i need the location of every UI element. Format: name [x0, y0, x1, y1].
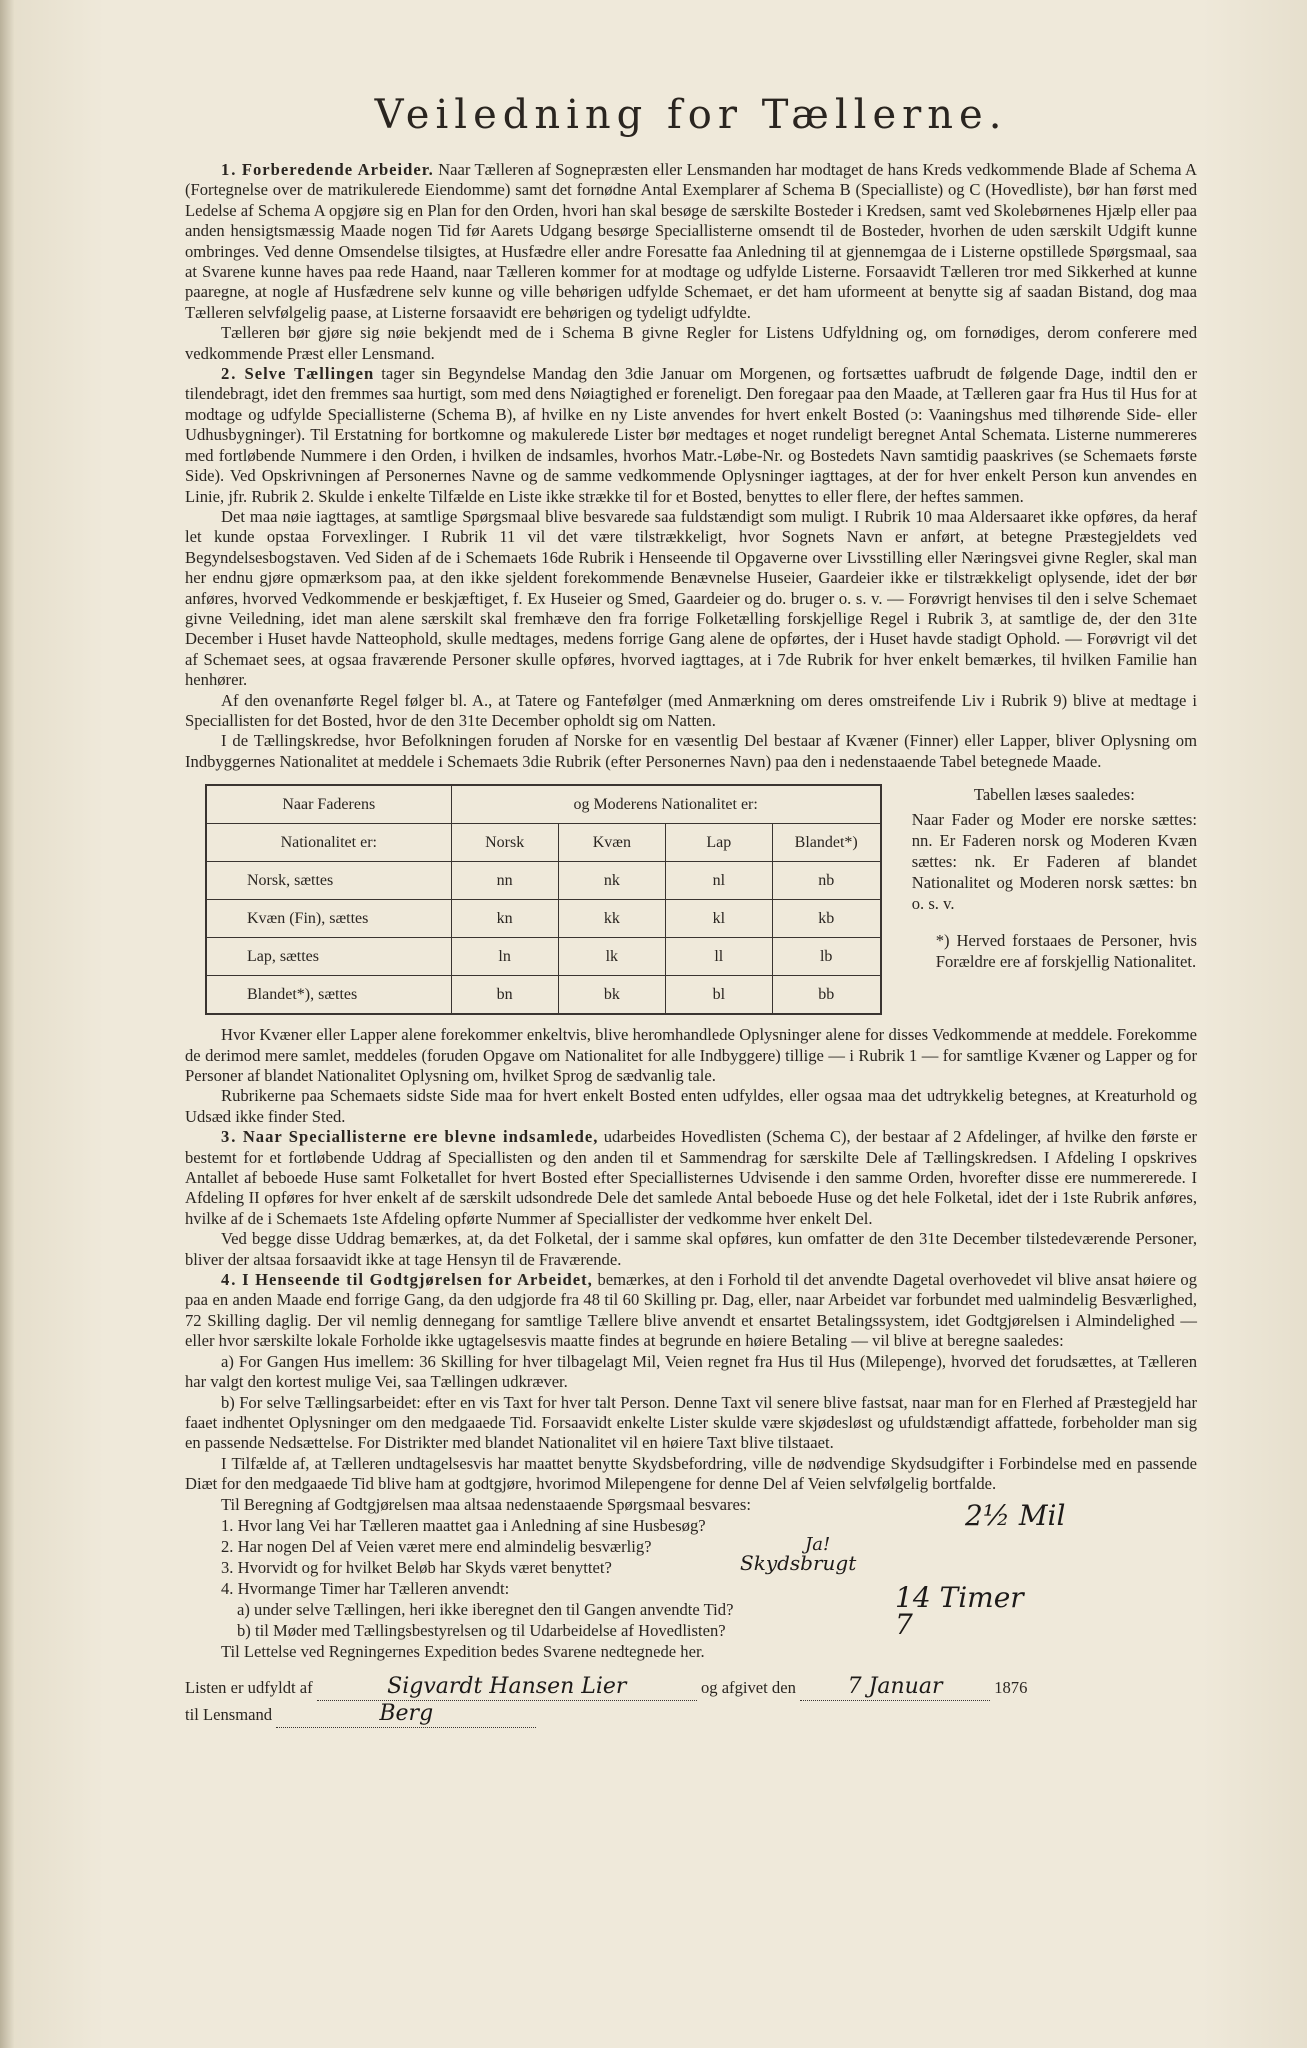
section-4a-paragraph: a) For Gangen Hus imellem: 36 Skilling for hver tilbagelagt Mil, Veien regnet fra Hus til Hus (Milepenge), hvorved det forudsættes, at Tælleren har valgt den kortest mulige Vei, saa Tællingen udkræver. [185, 1351, 1197, 1392]
lensmand-name-field[interactable]: Berg [276, 1701, 536, 1728]
table-cell: ll [665, 938, 772, 976]
table-cell: nn [451, 862, 558, 900]
answer-handwritten[interactable]: 14 Timer [895, 1580, 1024, 1614]
answer-handwritten[interactable]: 2½ Mil [965, 1498, 1066, 1532]
question-text: 1. Hvor lang Vei har Tælleren maattet gaa i Anledning af sine Husbesøg? [221, 1515, 706, 1535]
question-text: b) til Møder med Tællingsbestyrelsen og til Udarbeidelse af Hovedlisten? [237, 1620, 726, 1640]
section-1b-paragraph: Tælleren bør gjøre sig nøie bekjendt med de i Schema B givne Regler for Listens Udfyldning og, om fornødiges, derom conferere med vedkommende Præst eller Lensmand. [185, 323, 1197, 363]
section-3b-paragraph: Ved begge disse Uddrag bemærkes, at, da det Folketal, der i samme skal opføres, kun omfatter de den 31te December tilstedeværende Personer, bliver der altsaa forsaavidt ikke at tage Hensyn til de Fraværende. [185, 1229, 1197, 1269]
section-3-number: 3. [221, 1127, 238, 1147]
nationality-table-block [205, 784, 1197, 1015]
signature-date-field[interactable]: 7 Januar [800, 1674, 990, 1701]
table-cell: kl [665, 900, 772, 938]
section-4-text: bemærkes, at den i Forhold til det anvendte Dagetal overhovedet vil blive ansat høiere og paa en anden Maade end forrige Gang, da den udgjorde fra 48 til 60 Skilling pr. Dag, eller, naar Arbeidet var forbundet med ualmindelig Besværlighed, 72 Skilling daglig. Der vil nemlig dennegang for samtlige Tællere blive anvendt et ensartet Betalingssystem, idet Godtgjørelsen i Almindelighed — eller hvor særskilte lokale Forholde ikke ugtagelsesvis maatte findes at begrunde en høiere Betaling — vil blive at beregne saaledes: [185, 1270, 1198, 1351]
table-legend [912, 784, 1197, 972]
section-2-paragraph [185, 364, 1197, 507]
section-3-heading: Naar Speciallisterne ere blevne indsamlede, [242, 1127, 599, 1147]
section-1-number: 1. [221, 160, 238, 179]
table-row [206, 862, 881, 900]
question-text: 2. Har nogen Del af Veien været mere end almindelig besværlig? [221, 1536, 652, 1556]
table-row-label: Blandet*), sættes [206, 976, 451, 1015]
table-cell: lb [772, 938, 881, 976]
table-row-label: Lap, sættes [206, 938, 451, 976]
table-cell: bk [558, 976, 665, 1015]
table-legend-text: Naar Fader og Moder ere norske sættes: nn. Er Faderen norsk og Moderen Kvæn sættes: nk. Er Faderen af blandet Nationalitet og Moderen norsk sættes: bn o. s. v. [911, 810, 1197, 914]
table-col-header: Blandet*) [772, 824, 881, 862]
table-col-header: Norsk [451, 824, 558, 862]
signature-name-field[interactable]: Sigvardt Hansen Lier [317, 1674, 697, 1701]
table-cell: ln [451, 938, 558, 976]
answer-handwritten[interactable]: 7 [895, 1607, 913, 1641]
table-row [206, 976, 881, 1015]
question-4 [185, 1578, 1197, 1599]
question-text: a) under selve Tællingen, heri ikke iberegnet den til Gangen anvendte Tid? [237, 1599, 734, 1619]
section-2c-paragraph: Af den ovenanførte Regel følger bl. A., at Tatere og Fantefølger (med Anmærkning om deres omstreifende Liv i Rubrik 9) blive at medtage i Speciallisten for det Bosted, hvor de den 31te December opholdt sig om Natten. [185, 690, 1197, 730]
table-cell: bb [772, 976, 881, 1015]
table-cell: kb [772, 900, 881, 938]
answer-handwritten[interactable]: Ja! [805, 1533, 831, 1555]
table-col-header: Kvæn [558, 824, 665, 862]
table-cell: nl [665, 862, 772, 900]
section-2b-paragraph: Det maa nøie iagttages, at samtlige Spørgsmaal blive besvarede saa fuldstændigt som muligt. I Rubrik 10 maa Aldersaaret ikke opføres, da heraf let kunde opstaa Forvexlinger. I Rubrik 11 vil det være tilstrækkeligt, hvor Sognets Navn er anført, at betegne Præstegjeldets ved Begyndelsesbogstaven. Ved Siden af de i Schemaets 16de Rubrik i Henseende til Opgaverne over Livsstilling eller Næringsvei givne Regler, skal man her endnu gjøre opmærksom paa, at den ikke sjeldent forekommende Benævnelse Huseier, Gaardeier ikke er tilstrækkeligt oplysende, idet der bør anføres, hvorved Vedkommende er beskjæftiget, f. Ex Huseier og Smed, Gaardeier og do. bruger o. s. v. — Forøvrigt henvises til den i selve Schemaet givne Veiledning, idet man alene særskilt skal fremhæve den fra forrige Folketælling forskjellige Regel i Rubrik 3, at samtlige de, der den 31te December i Huset havde Natteophold, skulle medtages, medens forrige Gang alene de opførtes, der i Huset havde stadigt Ophold. — Forøvrigt vil det af Schemaet sees, at ogsaa fraværende Personer skulle opføres, hvorved iagttages, at i 7de Rubrik for hver enkelt bemærkes, til hvilken Familie han henhører. [185, 506, 1197, 690]
section-3-paragraph [185, 1127, 1197, 1229]
section-2d-paragraph: I de Tællingskredse, hvor Befolkningen foruden af Norske for en væsentlig Del bestaar af Kvæner (Finner) eller Lapper, bliver Oplysning om Indbyggernes Nationalitet at meddele i Schemaets 3die Rubrik (efter Personernes Navn) paa den i nedenstaaende Tabel betegnede Maade. [185, 731, 1197, 771]
section-4b-paragraph: b) For selve Tællingsarbeidet: efter en vis Taxt for hver talt Person. Denne Taxt vil senere blive fastsat, naar man for en Flerhed af Præstegjeld har faaet indhentet Oplysninger om den medgaaede Tid. Forsaavidt enkelte Lister skulde være skjødesløst og ufuldstændigt affattede, forbeholder man sig en passende Nedsættelse. For Distrikter med blandet Nationalitet vil en høiere Taxt blive tilstaaet. [185, 1392, 1197, 1453]
table-row [206, 938, 881, 976]
table-corner-top: Naar Faderens [206, 785, 451, 824]
signature-line [185, 1674, 1197, 1701]
table-cell: bn [451, 976, 558, 1015]
table-cell: bl [665, 976, 772, 1015]
table-cell: nk [558, 862, 665, 900]
section-1-text: Naar Tælleren af Sognepræsten eller Lensmanden har modtaget de hans Kreds vedkommende Blade af Schema A (Fortegnelse over de matrikulerede Eiendomme) samt det fornødne Antal Exemplarer af Schema B (Specialliste) og C (Hovedliste), bør han først med Ledelse af Schema A opgjøre sig en Plan for den Orden, hvori han skal besøge de særskilte Bosteder i Kredsen, samt ved Skolebørnenes Hjælp eller paa anden hensigtsmæssig Maade nogen Tid før Aarets Udgang besørge Speciallisterne omsendt til de Bosteder, hvorhen de uden særskilt Udgift kunne ombringes. Ved denne Omsendelse tilsigtes, at Husfædre eller andre Foresatte faa Anledning til at gjennemgaa de i Listerne opstillede Spørgsmaal, saa at Svarene kunne haves paa rede Haand, naar Tælleren kommer for at modtage og udfylde Listerne. Forsaavidt Tælleren tror med Sikkerhed at kunne paaregne, at nogle af Husfædrene selv kunne og ville behørigen udfylde Schemaet, er det ham uformeent at benytte sig af saadan Bistand, dog maa Tælleren selvfølgelig paase, at Listerne forsaavidt ere behørigen og tydeligt udfyldte. [185, 160, 1198, 322]
questions-footer-text: Til Lettelse ved Regningernes Expedition bedes Svarene nedtegnede her. [221, 1641, 705, 1661]
signature-middle: og afgivet den [700, 1677, 796, 1697]
table-legend-heading: Tabellen læses saaledes: [973, 785, 1135, 805]
section-4-number: 4. [221, 1270, 238, 1290]
section-4-paragraph [185, 1270, 1197, 1352]
question-2 [185, 1533, 1197, 1557]
section-2-text: tager sin Begyndelse Mandag den 3die Januar om Morgenen, og fortsættes uafbrudt de følgende Dage, indtil den er tilendebragt, idet den fremmes saa hurtigt, som med dens Nøiagtighed er foreneligt. Den foregaar paa den Maade, at Tælleren gaar fra Hus til Hus for at modtage og udfylde Speciallisterne (Schema B), af hvilke en ny Liste anvendes for hvert enkelt Bosted (ɔ: Vaaningshus med tilhørende Side- eller Udhusbygninger). Til Erstatning for bortkomne og makulerede Lister bør medtages et noget rundeligt beregnet Antal Schemata. Listerne nummereres med fortløbende Nummere i den Orden, i hvilken de indsamles, hvorhos Matr.-Løbe-Nr. og Bostedets Navn samtidig paaskrives (se Schemaets første Side). Ved Opskrivningen af Personernes Navne og de samme vedkommende Oplysninger iagttages, at der for hver enkelt Person kun anvendes en Linie, jfr. Rubrik 2. Skulde i enkelte Tilfælde en Liste ikke strække til for et Bosted, benyttes to eller flere, der heftes sammen. [185, 364, 1197, 506]
question-text: 3. Hvorvidt og for hvilket Beløb har Skyds været benyttet? [221, 1557, 612, 1577]
section-4c-paragraph: I Tilfælde af, at Tælleren undtagelsesvis har maattet benytte Skydsbefordring, ville de nødvendige Skydsudgifter i Forbindelse med en passende Diæt for den medgaaede Tid blive ham at godtgjøre, hvorimod Milepengene for denne Del af Veien selvfølgelig bortfalde. [185, 1453, 1197, 1494]
question-3 [185, 1550, 1197, 1578]
table-col-header: Lap [665, 824, 772, 862]
section-4d-paragraph: Til Beregning af Godtgjørelsen maa altsaa nedenstaaende Spørgsmaal besvares: [221, 1494, 751, 1514]
section-2e-paragraph: Hvor Kvæner eller Lapper alene forekommer enkeltvis, blive heromhandlede Oplysninger alene for disses Vedkommende at meddele. Forekomme de derimod mere samlet, meddeles (foruden Opgave om Nationalitet for alle Indbyggere) tillige — i Rubrik 1 — for samtlige Kvæner og Lapper og for Personer af blandet Nationalitet Oplysning om, hvilket Sprog de sædvanlig tale. [185, 1025, 1197, 1085]
section-4-heading: I Henseende til Godtgjørelsen for Arbeidet, [242, 1270, 593, 1290]
table-group-header: og Moderens Nationalitet er: [451, 785, 881, 824]
lensmand-line [185, 1701, 1197, 1728]
answer-handwritten[interactable]: Skydsbrugt [740, 1550, 857, 1575]
signature-prefix: Listen er udfyldt af [185, 1677, 313, 1697]
section-2-heading: Selve Tællingen [244, 364, 375, 384]
signature-year: 1876 [994, 1677, 1028, 1697]
section-1-heading: Forberedende Arbeider. [241, 160, 434, 179]
section-2f-paragraph: Rubrikerne paa Schemaets sidste Side maa for hvert enkelt Bosted enten udfyldes, eller ogsaa maa det udtrykkelig betegnes, at Kreaturhold og Udsæd ikke finder Sted. [185, 1086, 1197, 1126]
page-title: Veiledning for Tællerne. [374, 92, 1008, 138]
table-row-label: Norsk, sættes [206, 862, 451, 900]
table-header-row-2 [206, 824, 881, 862]
table-cell: kn [451, 900, 558, 938]
table-footnote: *) Herved forstaaes de Personer, hvis Forældre ere af forskjellig Nationalitet. [935, 931, 1197, 972]
section-1-paragraph [185, 160, 1197, 323]
lensmand-label: til Lensmand [185, 1704, 273, 1724]
nationality-table [205, 784, 882, 1015]
table-corner-bottom: Nationalitet er: [206, 824, 451, 862]
questions-footer [185, 1641, 1197, 1662]
section-3-text: udarbeides Hovedlisten (Schema C), der bestaar af 2 Afdelinger, af hvilke den første er bestemt for et fortløbende Uddrag af Speciallisten og den anden til et Sammendrag for særskilte Dele af Tællingskredsen. I Afdeling I opskrives Antallet af beboede Huse samt Folketallet for hvert Bosted efter Speciallisternes Udvisende i den samme Orden, hvorefter disse ere nummererede. I Afdeling II opføres for hver enkelt af de særskilt udsondrede Dele det samlede Antal beboede Huse og det hele Folketal, idet der i 1ste Rubrik anføres, hvilke af de i Schemaets 1ste Afdeling opførte Nummer af Speciallister der vedkomme hver enkelt Del. [185, 1127, 1197, 1228]
question-text: 4. Hvormange Timer har Tælleren anvendt: [221, 1578, 510, 1598]
table-cell: lk [558, 938, 665, 976]
page-edge-shadow [0, 0, 14, 2048]
table-cell: nb [772, 862, 881, 900]
section-2-number: 2. [221, 364, 238, 384]
table-header-row-1 [206, 785, 881, 824]
table-cell: kk [558, 900, 665, 938]
table-row-label: Kvæn (Fin), sættes [206, 900, 451, 938]
table-row [206, 900, 881, 938]
